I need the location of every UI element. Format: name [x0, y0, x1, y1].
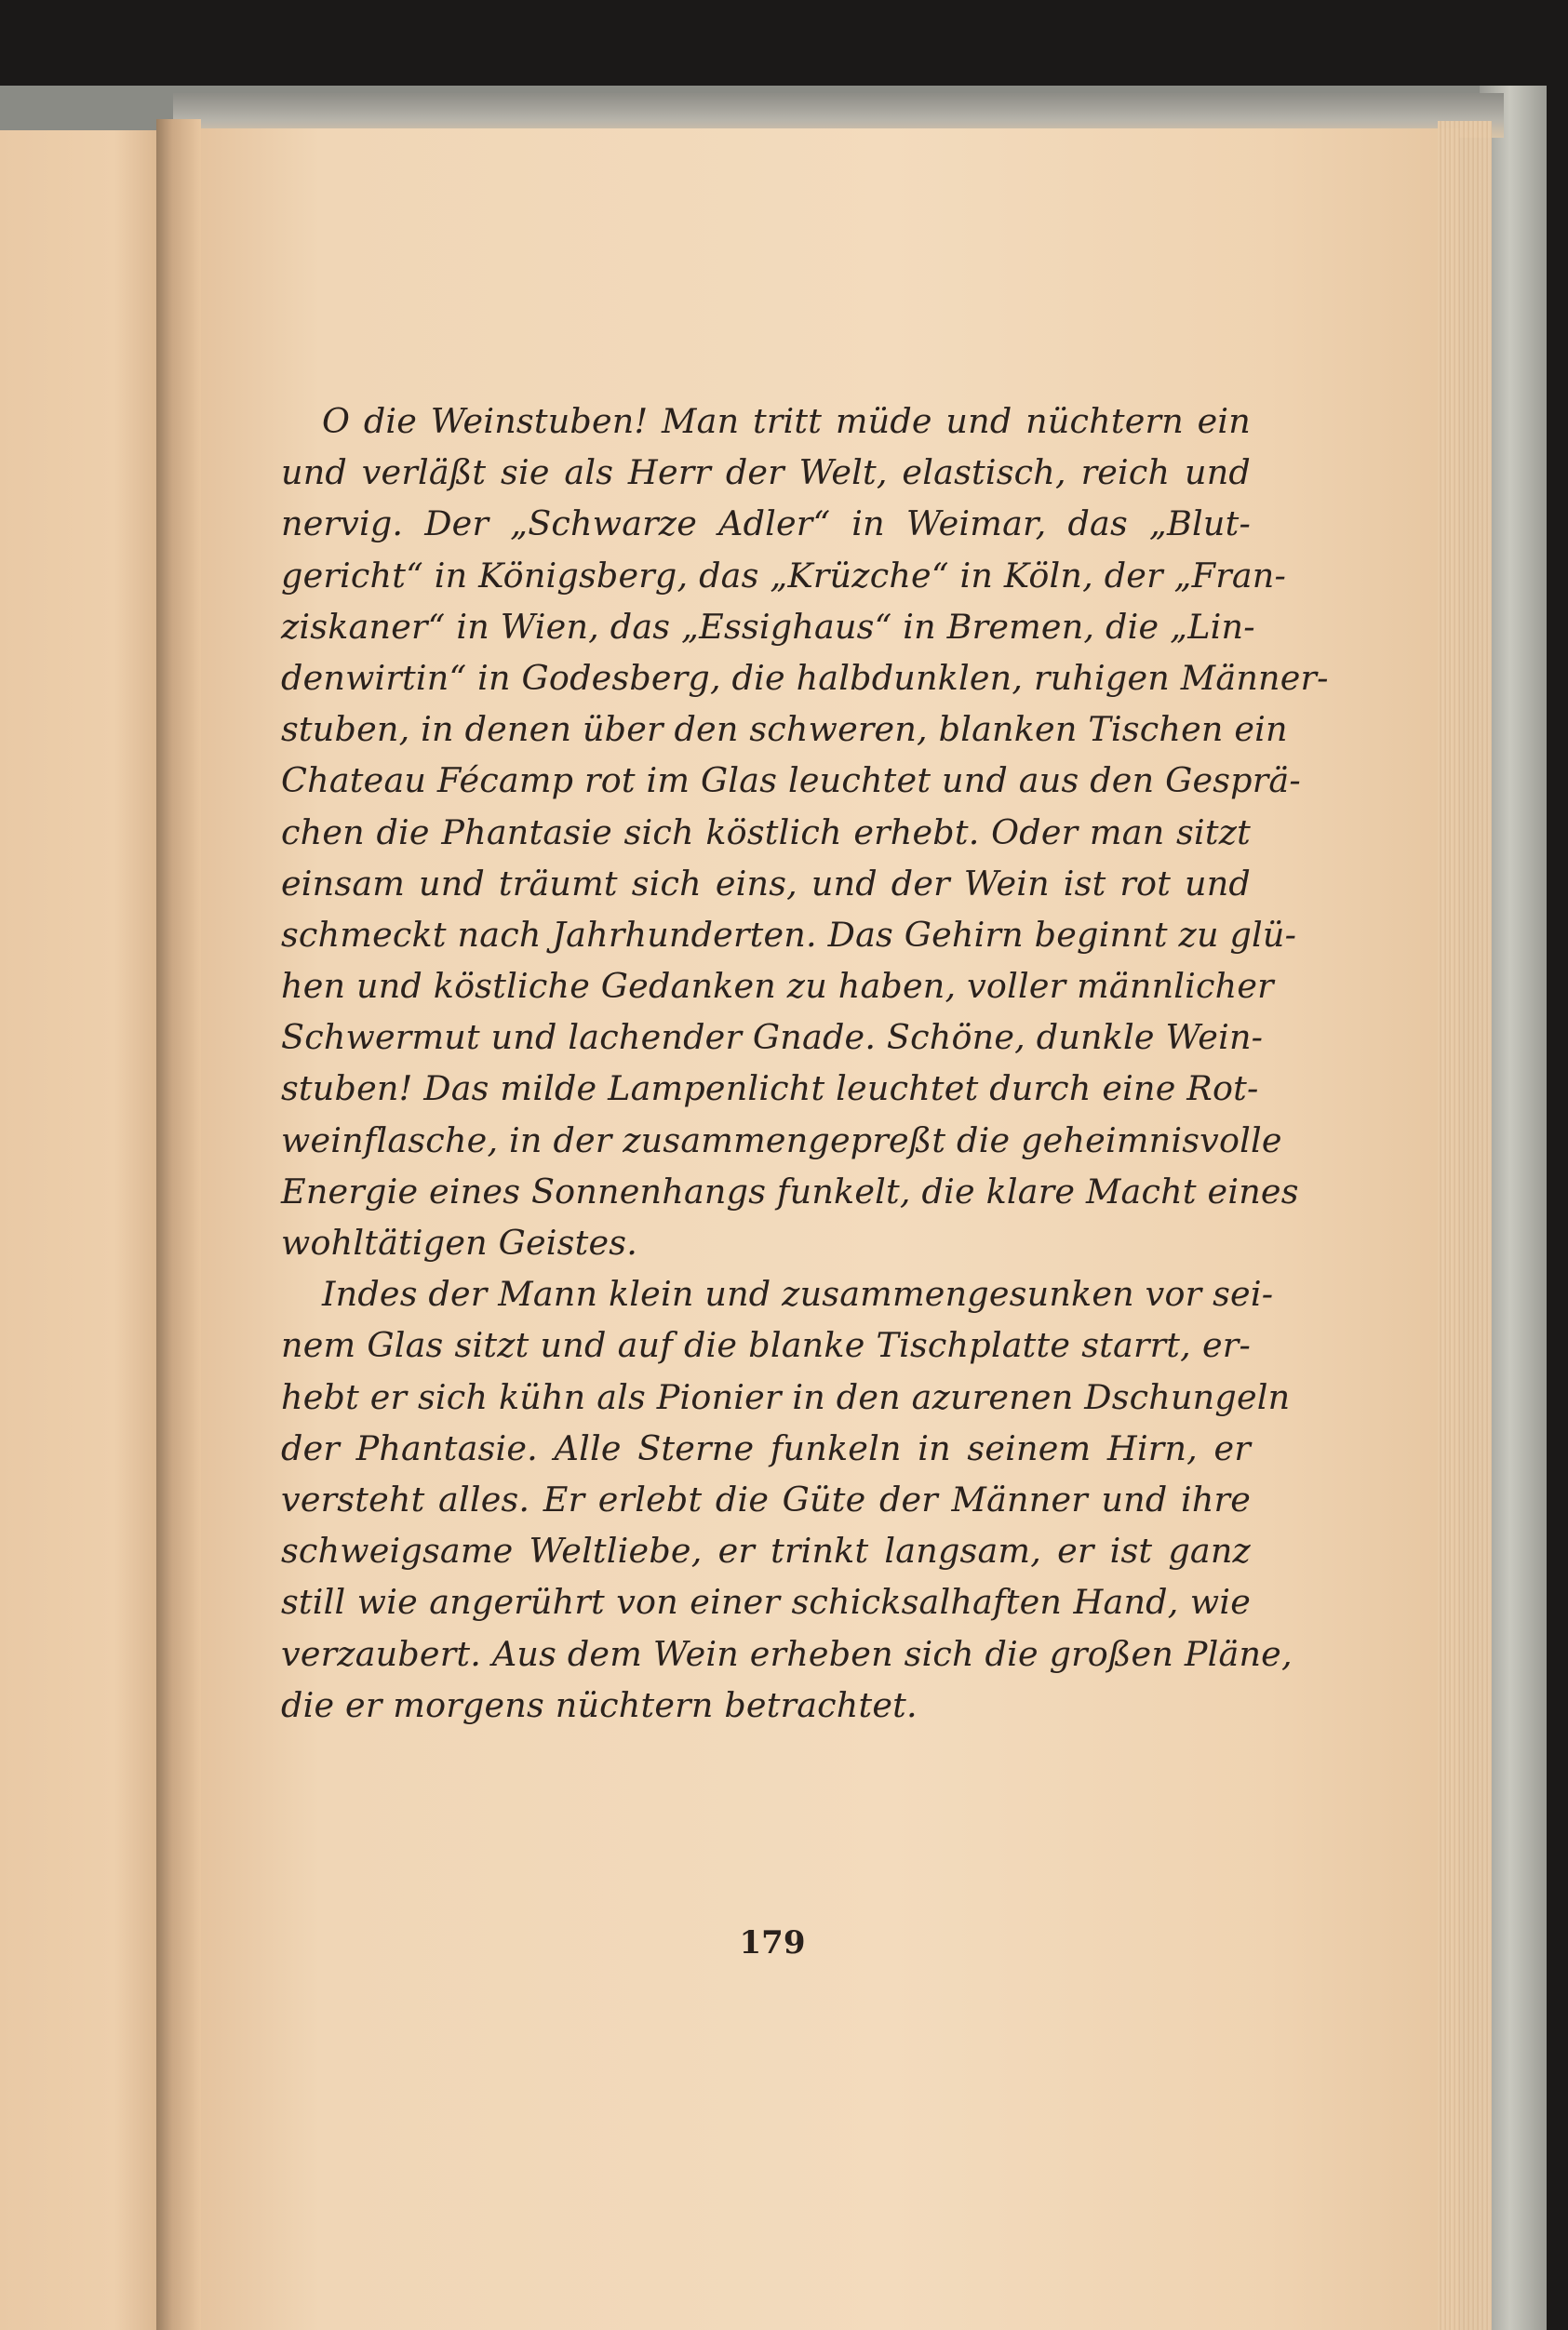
text-line: gericht“ in Königsberg, das „Krüzche“ in Köln, der „Fran- [281, 555, 1287, 596]
text-line: einsam und träumt sich eins, und der Wein ist rot und [281, 863, 1251, 904]
text-line: Chateau Fécamp rot im Glas leuchtet und aus den Gesprä- [281, 760, 1301, 801]
text-line: ziskaner“ in Wien, das „Essighaus“ in Bremen, die „Lin- [281, 606, 1255, 647]
text-line: Energie eines Sonnenhangs funkelt, die klare Macht eines [281, 1171, 1299, 1212]
text-line: die er morgens nüchtern betrachtet. [281, 1684, 918, 1725]
text-line: O die Weinstuben! Man tritt müde und nüchtern ein [322, 401, 1251, 441]
text-line: der Phantasie. Alle Sterne funkeln in seinem Hirn, er [281, 1427, 1251, 1468]
text-line: hebt er sich kühn als Pionier in den azurenen Dschungeln [281, 1376, 1291, 1417]
text-line: wohltätigen Geistes. [281, 1223, 638, 1263]
text-line: schweigsame Weltliebe, er trinkt langsam, er ist ganz [281, 1531, 1251, 1572]
paragraph-2 [281, 1268, 1293, 1731]
page-text [281, 395, 1329, 1731]
text-line: Indes der Mann klein und zusammengesunken vor sei- [322, 1274, 1274, 1315]
text-line: Schwermut und lachender Gnade. Schöne, dunkle Wein- [281, 1017, 1264, 1058]
book-gutter [156, 119, 201, 2330]
text-line: nem Glas sitzt und auf die blanke Tischplatte starrt, er- [281, 1325, 1251, 1366]
text-line: weinflasche, in der zusammengepreßt die geheimnisvolle [281, 1119, 1282, 1160]
text-line: versteht alles. Er erlebt die Güte der Männer und ihre [281, 1479, 1251, 1520]
text-line: stuben, in denen über den schweren, blanken Tischen ein [281, 709, 1288, 750]
text-line: stuben! Das milde Lampenlicht leuchtet durch eine Rot- [281, 1068, 1259, 1109]
text-line: still wie angerührt von einer schicksalhaften Hand, wie [281, 1582, 1251, 1623]
text-line: nervig. Der „Schwarze Adler“ in Weimar, das „Blut- [281, 503, 1251, 544]
paragraph-1 [281, 395, 1329, 1268]
text-line: verzaubert. Aus dem Wein erheben sich die großen Pläne, [281, 1633, 1293, 1674]
left-page [0, 130, 164, 2330]
page-number: 179 [739, 1924, 806, 1962]
text-line: chen die Phantasie sich köstlich erhebt. Oder man sitzt [281, 811, 1251, 852]
text-line: schmeckt nach Jahrhunderten. Das Gehirn beginnt zu glü- [281, 914, 1297, 955]
page-edges [1438, 121, 1492, 2330]
text-line: und verläßt sie als Herr der Welt, elastisch, reich und [281, 452, 1251, 493]
text-line: denwirtin“ in Godesberg, die halbdunklen, ruhigen Männer- [281, 657, 1329, 698]
text-line: hen und köstliche Gedanken zu haben, voller männlicher [281, 966, 1274, 1007]
